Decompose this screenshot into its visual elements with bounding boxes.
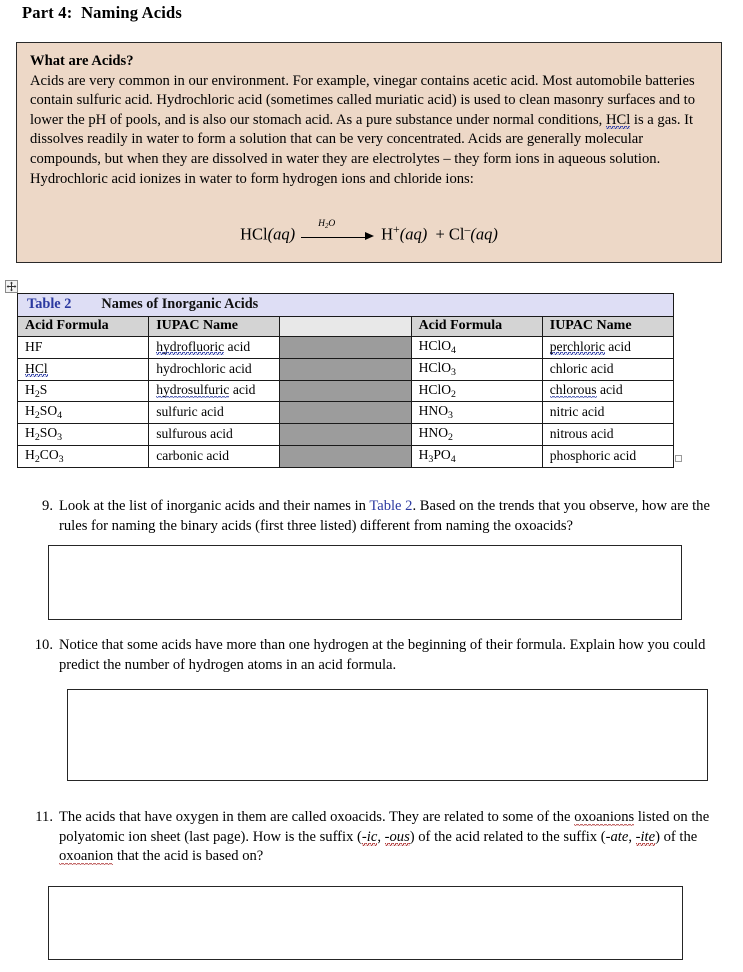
formula-subscript: 2 xyxy=(34,410,40,422)
name-text: sulfurous acid xyxy=(156,425,233,441)
reaction-arrow-icon xyxy=(301,218,375,244)
name-text: chloric acid xyxy=(549,360,614,376)
equation-product1-charge: + xyxy=(393,222,400,236)
equation-reactant-state: (aq) xyxy=(267,224,296,244)
question-9-text-post: . Based on the trends that you observe, how are the rules for naming the binary acids (first three listed) different from naming the oxoacids? xyxy=(59,498,710,534)
formula-subscript: 3 xyxy=(428,453,434,465)
table-row xyxy=(18,358,674,380)
resize-handle-icon[interactable] xyxy=(675,455,682,462)
cell-column-separator xyxy=(280,380,411,402)
misspelled-term: oxoanion xyxy=(59,848,114,865)
cell-iupac-name-right xyxy=(542,358,673,380)
callout-paragraph-part2: is a gas. It dissolves readily in water to form a solution that can be very concentrated. Acids are generally molecular compounds, but when they are dissolved in water they are electrolytes – they form ions in aqueous solution. Hydrochloric acid ionizes in water to form hydrogen ions and chloride ions: xyxy=(30,111,694,187)
cell-iupac-name-right xyxy=(542,337,673,359)
formula-subscript: 2 xyxy=(451,388,456,400)
cell-iupac-name-right xyxy=(542,380,673,402)
formula-text: HClO xyxy=(418,338,452,353)
cell-iupac-name-left xyxy=(149,424,280,446)
cell-acid-formula-left xyxy=(18,380,149,402)
cell-acid-formula-left xyxy=(18,402,149,424)
formula-text: HNO xyxy=(418,425,449,441)
question-11-number: 11. xyxy=(35,809,53,825)
formula-text: H xyxy=(418,446,429,462)
formula-text: HClO xyxy=(418,381,452,397)
table-title: Names of Inorganic Acids xyxy=(101,296,259,312)
table-row xyxy=(18,402,674,424)
name-text: nitric acid xyxy=(549,404,605,420)
question-11-text: The acids that have oxygen in them are called oxoacids. They are related to some of the oxoanions listed on the polyatomic ion sheet (last page). How is the suffix (-ic, -ous) of the acid related to the suffix (-ate, -ite) of the oxoanion that the acid is based on? xyxy=(59,809,710,865)
callout-paragraph-part1: Acids are very common in our environment. For example, vinegar contains acetic acid. Most automobile batteries contain sulfuric acid. Hydrochloric acid (sometimes called muriatic acid) is used to clean masonry surfaces and to lower the pH of pools, and is also our stomach acid. As a pure substance under normal conditions, xyxy=(30,72,695,128)
table-row xyxy=(18,445,674,467)
formula-text: PO xyxy=(433,446,451,462)
name-text: hydrochloric acid xyxy=(156,360,252,376)
suffix-ite: -ite xyxy=(635,828,656,845)
misspelled-term: hydrosulfuric xyxy=(156,382,230,398)
column-header-iupac-name-left: IUPAC Name xyxy=(149,317,280,337)
equation-product1-state: (aq) xyxy=(399,224,428,244)
answer-box-question-10[interactable] xyxy=(67,689,708,781)
cell-column-separator xyxy=(280,358,411,380)
question-9-number: 9. xyxy=(42,498,53,514)
formula-text: H xyxy=(25,425,35,441)
cell-iupac-name-left xyxy=(149,402,280,424)
cell-column-separator xyxy=(280,337,411,359)
cell-acid-formula-right xyxy=(411,402,542,424)
arrow-label-pre: H xyxy=(318,218,325,229)
formula-text: CO xyxy=(39,446,59,462)
cell-acid-formula-left xyxy=(18,337,149,359)
formula-subscript: 2 xyxy=(34,453,40,465)
question-10-text: Notice that some acids have more than one hydrogen at the beginning of their formula. Explain how you could predict the number of hydrogen atoms in an acid formula. xyxy=(59,637,706,673)
cell-iupac-name-right xyxy=(542,402,673,424)
ionization-equation xyxy=(17,218,721,245)
name-rest: acid xyxy=(596,382,623,398)
formula-text: HClO xyxy=(418,359,452,375)
hcl-inline-term: HCl xyxy=(605,111,631,128)
formula-text: H xyxy=(25,446,35,462)
name-text: sulfuric acid xyxy=(156,404,224,420)
question-11 xyxy=(27,808,727,867)
question-9 xyxy=(27,497,717,536)
equation-reactant: HCl xyxy=(240,224,268,244)
cell-iupac-name-left xyxy=(149,358,280,380)
formula-text: S xyxy=(39,381,48,397)
formula-text: SO xyxy=(39,403,58,419)
table-label: Table 2 xyxy=(27,296,72,312)
equation-plus: + xyxy=(435,224,445,244)
formula-subscript: 4 xyxy=(450,453,456,465)
formula-subscript: 2 xyxy=(448,431,453,443)
callout-heading: What are Acids? xyxy=(30,53,134,69)
cell-acid-formula-left xyxy=(18,445,149,467)
cell-acid-formula-left xyxy=(18,424,149,446)
formula-subscript: 3 xyxy=(58,453,64,465)
cell-acid-formula-right xyxy=(411,337,542,359)
what-are-acids-callout xyxy=(16,42,722,263)
equation-product2-state: (aq) xyxy=(470,224,498,244)
answer-box-question-9[interactable] xyxy=(48,545,682,620)
name-text: nitrous acid xyxy=(549,425,614,441)
cell-column-separator xyxy=(280,445,411,467)
cell-acid-formula-left xyxy=(18,358,149,380)
formula-text: HF xyxy=(25,338,43,354)
name-rest: acid xyxy=(224,338,251,354)
cell-iupac-name-left xyxy=(149,380,280,402)
question-9-table-reference: Table 2 xyxy=(369,498,413,514)
column-separator-header xyxy=(280,317,411,337)
callout-paragraph xyxy=(30,72,708,190)
misspelled-term: hydrofluoric xyxy=(156,338,225,354)
equation-product2: Cl xyxy=(448,224,465,244)
cell-acid-formula-right xyxy=(411,445,542,467)
question-9-text-pre: Look at the list of inorganic acids and their names in xyxy=(59,498,370,514)
formula-subscript: 2 xyxy=(34,388,40,400)
formula-subscript: 3 xyxy=(448,410,453,422)
formula-subscript: 3 xyxy=(451,366,456,378)
cell-column-separator xyxy=(280,424,411,446)
inorganic-acids-table xyxy=(17,293,674,468)
question-10-number: 10. xyxy=(34,637,53,653)
move-handle-icon[interactable] xyxy=(5,280,18,293)
column-header-iupac-name-right: IUPAC Name xyxy=(542,317,673,337)
cell-iupac-name-left xyxy=(149,445,280,467)
cell-acid-formula-right xyxy=(411,380,542,402)
table-caption-row xyxy=(18,294,674,317)
misspelled-term: chlorous xyxy=(549,382,597,398)
cell-iupac-name-left xyxy=(149,337,280,359)
table-caption-cell xyxy=(18,294,674,317)
formula-text: HNO xyxy=(418,403,449,419)
formula-subscript: 4 xyxy=(451,344,456,356)
misspelled-term: oxoanions xyxy=(574,809,635,825)
name-rest: acid xyxy=(604,338,631,354)
arrow-label-post: O xyxy=(328,218,336,229)
cell-column-separator xyxy=(280,402,411,424)
formula-text: H xyxy=(25,403,35,419)
table-row xyxy=(18,380,674,402)
name-text: carbonic acid xyxy=(156,447,230,463)
cell-iupac-name-right xyxy=(542,445,673,467)
equation-product1: H xyxy=(381,224,393,244)
table-body xyxy=(18,294,674,468)
name-rest: acid xyxy=(229,382,256,398)
answer-box-question-11[interactable] xyxy=(48,886,683,960)
formula-text: H xyxy=(25,381,35,397)
table-header-row xyxy=(18,317,674,337)
cell-acid-formula-right xyxy=(411,358,542,380)
formula-subscript: 3 xyxy=(57,431,63,443)
table-row xyxy=(18,424,674,446)
formula-subscript: 2 xyxy=(34,431,40,443)
formula-text: HCl xyxy=(25,360,48,376)
column-header-acid-formula-right: Acid Formula xyxy=(411,317,542,337)
name-text: phosphoric acid xyxy=(549,447,637,463)
misspelled-term: perchloric xyxy=(549,338,605,354)
formula-subscript: 4 xyxy=(57,410,63,422)
equation-product2-charge: – xyxy=(464,222,471,236)
column-header-acid-formula-left: Acid Formula xyxy=(18,317,149,337)
suffix-ic: -ic xyxy=(361,828,378,845)
suffix-ous: -ous xyxy=(384,828,410,845)
formula-text: SO xyxy=(39,425,58,441)
cell-acid-formula-right xyxy=(411,424,542,446)
suffix-ate: -ate xyxy=(605,828,629,845)
question-10 xyxy=(27,636,727,675)
question-9-text xyxy=(59,497,717,536)
arrow-label-sub: 2 xyxy=(324,222,329,230)
cell-iupac-name-right xyxy=(542,424,673,446)
table-row xyxy=(18,337,674,359)
misspelled-term xyxy=(25,361,48,377)
page-title: Part 4: Naming Acids xyxy=(22,3,183,22)
